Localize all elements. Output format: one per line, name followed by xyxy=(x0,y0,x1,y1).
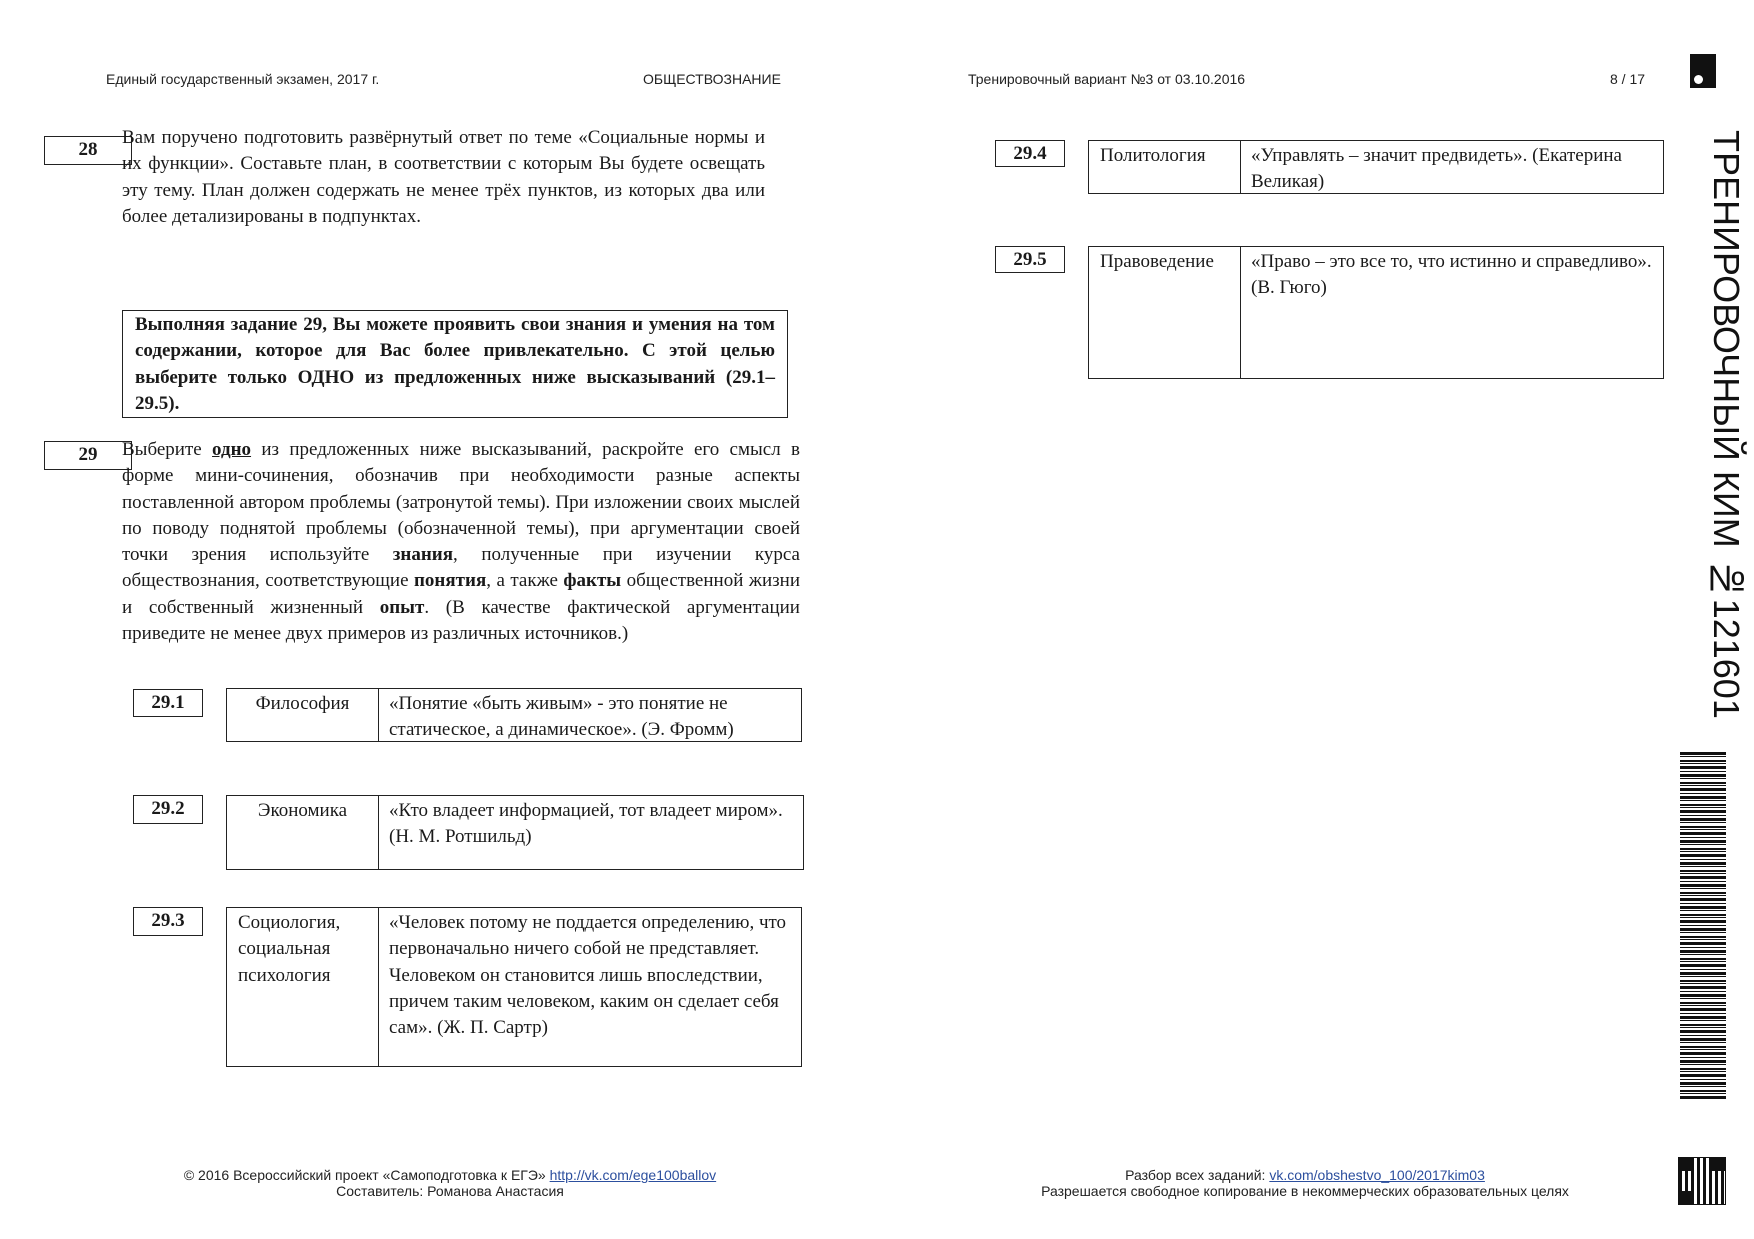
quote-29-3-text: «Человек потому не поддается определению, что первоначально ничего собой не представляет. Человеком он становится лишь впоследствии, причем таким человеком, каким он сделает себя сам». (Ж. П. Сартр) xyxy=(389,912,787,1039)
emphasis-experience: опыт xyxy=(379,596,425,618)
emphasis-one: одно xyxy=(212,439,252,460)
task-29-notice-box xyxy=(122,310,788,418)
quote-29-4-table xyxy=(1088,140,1664,194)
analysis-label: Разбор всех заданий: xyxy=(1125,1167,1266,1183)
exam-title: Единый государственный экзамен, 2017 г. xyxy=(106,71,380,87)
task-29-number: 29 xyxy=(44,441,132,470)
emphasis-concepts: понятия xyxy=(413,570,487,592)
notice-text: Выполняя задание 29, Вы можете проявить свои знания и умения на том содержании, которое для Вас более привлекательно. С этой целью выберите только ОДНО из предложенных ниже высказываний (29.1–29.5). xyxy=(135,314,775,414)
quote-29-1-table xyxy=(226,688,802,742)
qr-code-icon xyxy=(1679,1158,1725,1204)
quote-29-5-number: 29.5 xyxy=(995,246,1065,273)
copyright-link[interactable]: http://vk.com/ege100ballov xyxy=(549,1167,717,1183)
footer-left xyxy=(120,1167,780,1199)
quote-29-2-subject: Экономика xyxy=(227,796,379,869)
page-number: 8 / 17 xyxy=(1610,71,1646,87)
task-29-text: Выберите одно из предложенных ниже высказываний, раскройте его смысл в форме мини-сочинения, обозначив при необходимости разные аспекты поставленной автором проблемы (затронутой темы). При изложении своих мыслей по поводу поднятой проблемы (обозначенной темы), при аргументации своей точки зрения используйте знания, полученные при изучении курса обществознания, соответствующие понятия, а также факты общественной жизни и собственный жизненный опыт. (В качестве фактической аргументации приведите не менее двух примеров из различных источников.) xyxy=(122,439,800,645)
quote-29-2-table xyxy=(226,795,804,870)
quote-29-5-table xyxy=(1088,246,1664,379)
subject-title: ОБЩЕСТВОЗНАНИЕ xyxy=(643,71,781,87)
copyright-text: © 2016 Всероссийский проект «Самоподготовка к ЕГЭ» xyxy=(183,1167,546,1183)
quote-29-1-text: «Понятие «быть живым» - это понятие не статическое, а динамическое». (Э. Фромм) xyxy=(389,693,734,741)
quote-29-5-subject: Правоведение xyxy=(1089,247,1241,378)
quote-29-5-text: «Право – это все то, что истинно и справедливо». (В. Гюго) xyxy=(1251,251,1652,299)
quote-29-1-subject: Философия xyxy=(227,689,379,741)
license-text: Разрешается свободное копирование в некоммерческих образовательных целях xyxy=(1041,1183,1569,1199)
quote-29-2-text: «Кто владеет информацией, тот владеет миром». (Н. М. Ротшильд) xyxy=(389,800,783,848)
quote-29-3-subject: Социология, социальная психология xyxy=(227,908,379,1066)
quote-29-4-subject: Политология xyxy=(1089,141,1241,193)
author-text: Составитель: Романова Анастасия xyxy=(336,1183,564,1199)
barcode-icon xyxy=(1680,752,1726,1100)
quote-29-4-text: «Управлять – значит предвидеть». (Екатерина Великая) xyxy=(1251,145,1622,193)
footer-right xyxy=(1000,1167,1610,1199)
side-title: ТРЕНИРОВОЧНЫЙ КИМ №121601 xyxy=(1706,130,1747,719)
quote-29-4-number: 29.4 xyxy=(995,140,1065,167)
emphasis-facts: факты xyxy=(563,570,622,592)
quote-29-1-number: 29.1 xyxy=(133,689,203,717)
variant-title: Тренировочный вариант №3 от 03.10.2016 xyxy=(968,71,1246,87)
corner-marker-icon xyxy=(1690,54,1716,88)
quote-29-2-number: 29.2 xyxy=(133,795,203,824)
analysis-link[interactable]: vk.com/obshestvo_100/2017kim03 xyxy=(1269,1167,1485,1183)
quote-29-3-number: 29.3 xyxy=(133,907,203,936)
task-28-text: Вам поручено подготовить развёрнутый ответ по теме «Социальные нормы и их функции». Составьте план, в соответствии с которым Вы будете освещать эту тему. План должен содержать не менее трёх пунктов, из которых два или более детализированы в подпунктах. xyxy=(122,127,765,227)
quote-29-3-table xyxy=(226,907,802,1067)
emphasis-knowledge: знания xyxy=(392,544,454,566)
task-28-number: 28 xyxy=(44,136,132,165)
